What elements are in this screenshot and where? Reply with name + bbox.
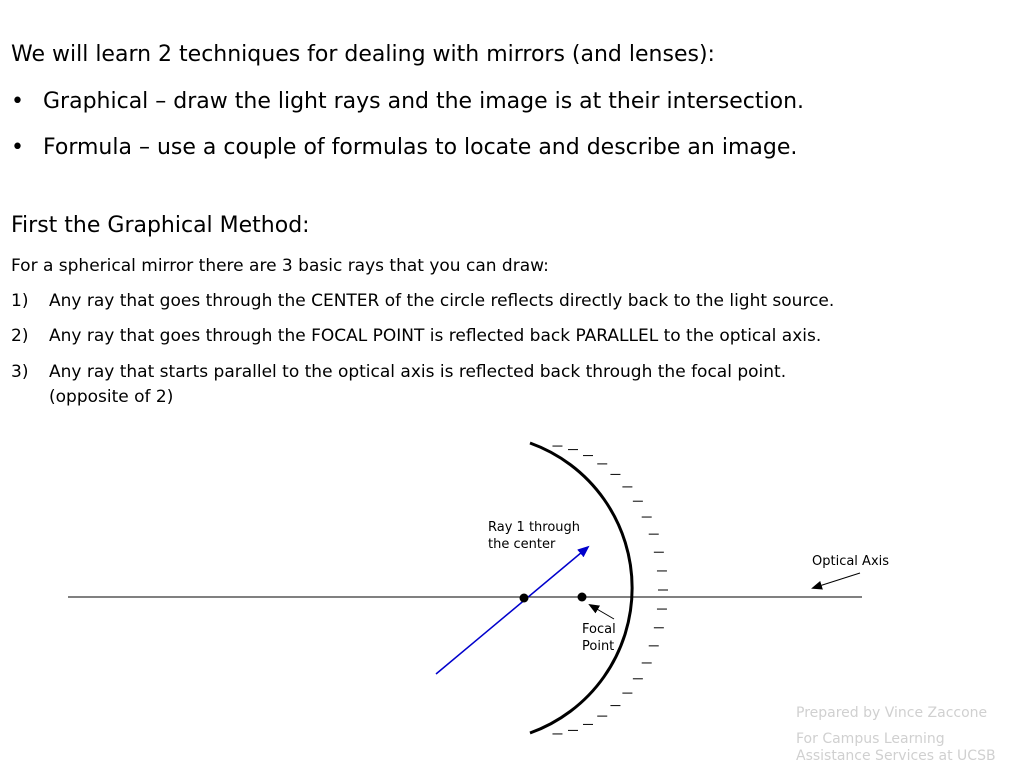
ray-3-text-continued: (opposite of 2) <box>49 387 174 407</box>
ray-3-text: Any ray that starts parallel to the optical axis is reflected back through the focal point. <box>49 362 787 382</box>
ray-1-line <box>436 547 588 674</box>
ray-1-text: Any ray that goes through the CENTER of the circle reflects directly back to the light source. <box>49 291 835 311</box>
credit-line-2: For Campus Learning <box>796 731 945 747</box>
credit-prepared-by: Prepared by Vince Zaccone <box>796 705 988 721</box>
center-point <box>520 594 529 603</box>
bullet-graphical: Graphical – draw the light rays and the image is at their intersection. <box>43 89 805 114</box>
ray-label-line2: the center <box>488 537 556 552</box>
bullet-marker-1: • <box>11 89 24 114</box>
optical-axis-pointer <box>813 573 860 588</box>
focal-label-line1: Focal <box>582 622 616 637</box>
bullet-marker-2: • <box>11 135 24 160</box>
ray-2-text: Any ray that goes through the FOCAL POINT is reflected back PARALLEL to the optical axis. <box>49 326 822 346</box>
ray-label-line1: Ray 1 through <box>488 520 581 535</box>
focal-point-pointer <box>590 605 614 619</box>
concave-mirror <box>530 443 632 733</box>
credit-line-3: Assistance Services at UCSB <box>796 748 996 764</box>
mirror-hatching <box>552 446 668 734</box>
optical-axis-label: Optical Axis <box>812 554 890 569</box>
focal-label-line2: Point <box>582 639 615 654</box>
ray-1-number: 1) <box>11 291 29 311</box>
focal-point <box>578 593 587 602</box>
section-title: First the Graphical Method: <box>11 213 310 238</box>
ray-2-number: 2) <box>11 326 29 346</box>
rays-intro: For a spherical mirror there are 3 basic rays that you can draw: <box>11 256 549 276</box>
bullet-formula: Formula – use a couple of formulas to locate and describe an image. <box>43 135 798 160</box>
ray-3-number: 3) <box>11 362 29 382</box>
intro-text: We will learn 2 techniques for dealing with mirrors (and lenses): <box>11 42 715 67</box>
